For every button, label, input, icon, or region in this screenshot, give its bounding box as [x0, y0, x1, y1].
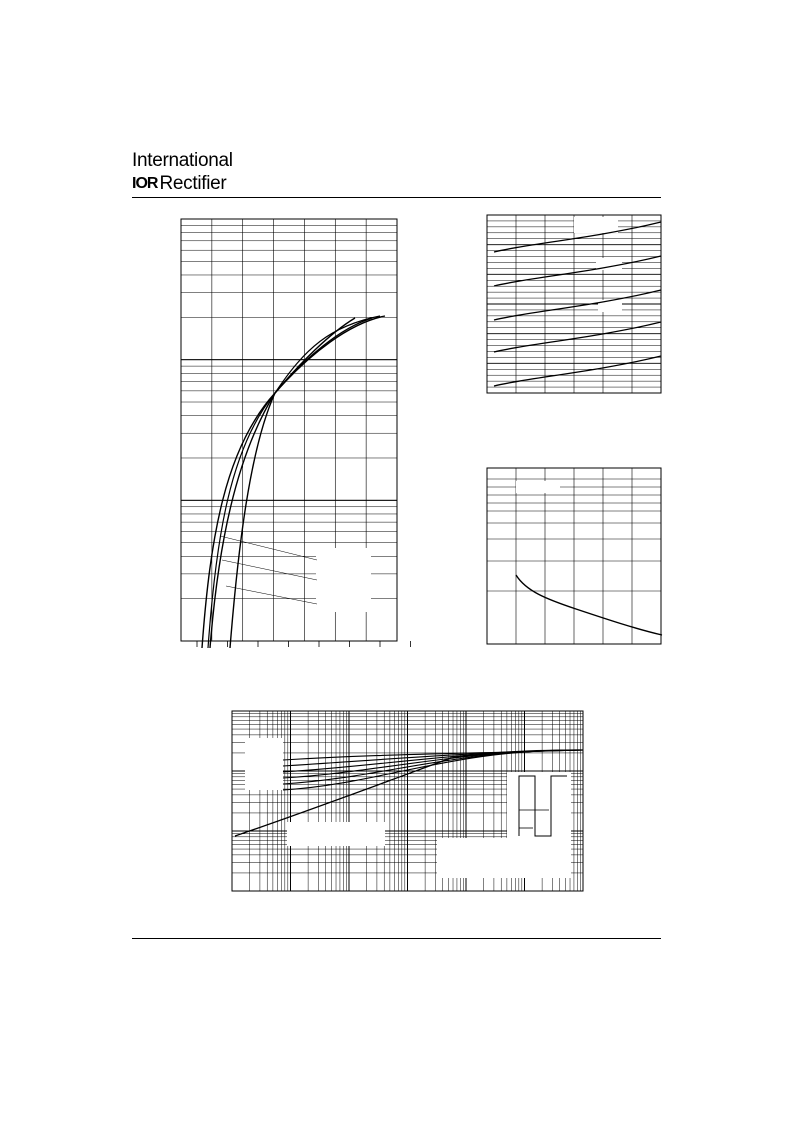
ior-logo: IOR	[132, 175, 158, 192]
legend-box	[245, 738, 283, 790]
brand-rectifier-line	[132, 174, 226, 194]
legend-box	[316, 548, 371, 612]
rising-curve-3	[494, 290, 661, 320]
legend-leader	[226, 586, 317, 604]
brand-international: International	[132, 150, 233, 171]
label-box	[287, 822, 385, 846]
rising-curve-4	[494, 322, 661, 352]
header-rule	[132, 197, 661, 198]
waveform-box	[507, 772, 571, 842]
chart-left	[180, 218, 398, 650]
chart-middle-right	[486, 467, 662, 645]
brand-rectifier: Rectifier	[159, 173, 227, 194]
label-box	[574, 217, 618, 233]
footer-rule	[132, 938, 661, 939]
brand-logo-block	[132, 150, 272, 198]
chart-top-right	[486, 214, 662, 394]
label-box	[516, 481, 560, 493]
chart-bottom	[231, 710, 584, 892]
notes-box	[437, 838, 571, 878]
rising-curve-5	[494, 356, 661, 386]
decay-curve	[516, 575, 662, 635]
rising-curve-2	[494, 256, 661, 286]
